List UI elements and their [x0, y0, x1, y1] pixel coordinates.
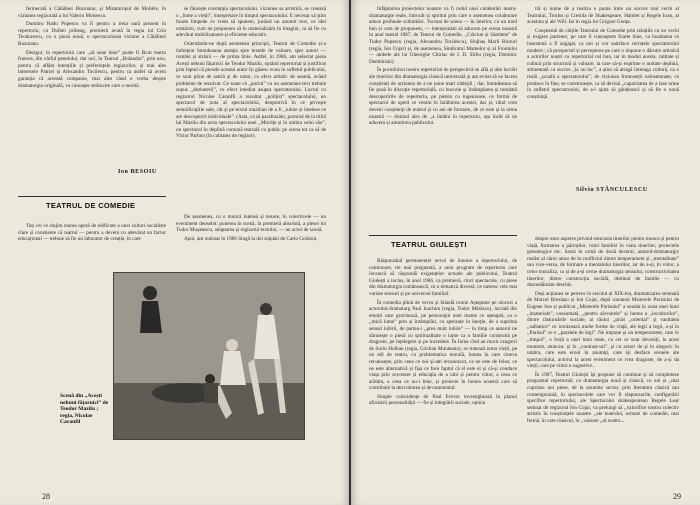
paragraph: fermecată a Cătălinei Buzoianu, și Mizantropul de Molière, în viziunea regizorală a lui Valeriu Moisescu.: [18, 6, 166, 19]
paragraph: De asemenea, cu o muncă intensă și tenace, în colectivele — un eveniment deosebit: punerea în scenă, în premieră absolută, a piesei lui Tudor Mușatescu, adaptarea și regizorul textului, — un actor de scenă.: [176, 214, 326, 234]
paragraph: Simple coincidențe de Paul Everac investighează în planul afirmării personalității — fie și integrării sociale, opinia: [369, 393, 517, 407]
photo-caption: Scenă din „Acești nebuni fățarnici” de Teodor Mazilu ; regia, Nicolae Caranfil: [60, 393, 109, 426]
paragraph: În 1987, Teatrul Giulești își propune să continue și să completeze programul repertorial, cu dramaturgia nouă și clasică, cu noi și ,,mai cuprinse noi piese, de la anumite sector, prin literatura clasică sau contemporană, în spectacolele care vor fi răspunsurile, configurării specifice repertoriului, ale Spectacolul shakespearean Regele Lear semnat de regizorul Ion Cojar, va prelungi să ,,valorifice nostru colectiv artistic în conștiințele noastre ,,ale teatrului, urmate de comedie, mai fermă, în care clasicul, în ,,valoare ,,al nostru...: [527, 371, 679, 425]
paragraph: Toți cei ce slujim marea operă de edificare a unei culturi socialiste clare și conștiente că teatrul — pentru a deveni cu adevărat un factor educațional — trebuie să fie un laborator de creație, în care: [18, 223, 166, 243]
author-stanculescu: Silviu STĂNCULESCU: [576, 186, 648, 193]
page-number-right: 29: [673, 492, 681, 501]
divider: [18, 196, 166, 197]
paragraph: Desigur, în repertoriul care ,,să sune bine” poate fi făcut teatru frumos, din vârful penelului, dar nu!, în Teatrul ,,Bulandra”, prin nou, pentru că aflăm intențiile și preferințele regizorilor, și mai ales interesele Patriei și Alexandru Tocilescu, pentru ca astfel să avem garanția că această companie, mai ales când e vorba despre dramaturgia originală, va cunoaște strălucire care o merită.: [18, 49, 166, 89]
paragraph: Dumitru Radu Popescu va fi pentru a treia oară prezent în repertoriu, cu Dulbei pribeag, premieră avută în regia lui Crin Teodorescu, cu o piesă nouă, o spectaculoasă viziune a Cătălinei Buzoianu.: [18, 21, 166, 47]
left-col2-lower: [176, 214, 326, 244]
right-col1-lower: [369, 258, 517, 409]
stage-photo-figures: [114, 273, 304, 439]
left-col1-upper: [18, 6, 166, 91]
section-title-teatrul-giulesti: TEATRUL GIULEȘTI: [391, 240, 467, 249]
paragraph: Infăptuirea proiectelor noastre va fi rodul unei colaborări teatru-dramaturgie reale, întrucât și spiritul prin care o asemenea colaborare aduce profunde schimbări. Tocmai de aceea — în interior, cu un mod bun și cum de propunem, — intenționăm să aducem pe scena noastră în anul teatral 1987, de Teatrul de Comedie, ,,Crăciun și Sâmbete” de Tudor Popescu (regia, Alexandru Tocilescu), Slujbaș Marii Birouri (regia, Ion Cojar) și, de asemenea, Sindicatul Mamelor și al Frontului — ambele ale lui Gheorghe Chiriac de I. D. Sîrbu (regia, Dominic Dembinski).: [369, 6, 517, 65]
paragraph: se făurește concepția spectacolului, viziunea sa artistică, se creează o ,,lume a vieții”, interpretare în timpul spectacolului. E necesar să știm foarte limpede ce vrem să spunem, jucând un anumit text, ce idei urmărim, cum ne propunem să le materializăm în imagini, ca să fie cu adevărat mobilizatoare și eficiente educativ.: [176, 6, 326, 39]
paragraph: despre unor aspecte privind educarea tinerilor pentru munca și pentru viață, formarea a părinților, rolul familiei în viata tinerilor, proiectele genealogice etc. Sarsă în urmă de două decenii, autorul-dramaturgic realist al cărui umor de la conflictul dintre temperament și ,,mentalitate” sau vice-versa, de formare a mentalului tinerilor, iar de a-și, în viitor, a celor moraliza, ca și de a-și cerne dramaturgia sensului, constructivitatea tinerilor, dintre construcția socială, destinul de familie — cu deznodământ deschis.: [527, 236, 679, 289]
paragraph: Conștientă de cărțile Teatrului de Comedie prin relațiile cu un vechi și exigent partener, pe care îl cunoaștem foarte bine, va bunătatea ce înseamnă a fi angajat, ca noi și vor satisface cerințele spectatorului modern ; că prospectul și perceperea pe care o impune o dăruire artistică a actorilor noștri cu repertoriul cel bun, iar în modul acesta, calitate și cultură prin structură și valoare, la care să-și exprime o unitate deplină, alimentată cu succes ,,la un loc”, a știut să atragă întreaga cultură, ca o reală ,,școală a spectatorului”, de viziunea frumuseții neînsemnate, ce produce în fine, se construiește, ca să devină ,,capacitatea de a lase urme în sufletul spectatorului, de a-l ajuta să gândească și să fie o nouă conștiință: [527, 27, 679, 100]
left-col2-upper: [176, 6, 326, 142]
stage-photo: [113, 272, 305, 440]
left-col1-lower: [18, 223, 166, 245]
page-number-left: 28: [42, 492, 50, 501]
paragraph: Deși acțiunea se petrece în secolul al XIX-lea, dramatizarea semnată de Marcel Breslașu și Ion Cojar, după romanul Misterele Parisului de Eugene Sue și publicat ,,Misterele Parisului” a sondat în zona unei lumi ,,imateriale”, consumată, ,,pentru zăvoarele” și lumea a ,,locuitorilor”, dintre răsturnările sociale, ai răului ,,pirat ,,oriental” și vanitatea ,,salbatice” ce ironizează multe forme de viață, ale legii a legii, a-și în ,,Parisul” ce e ,,paralele de legi”. Ne impune și un temperament, care în ,,timpul”, o forță a unei lumi reale, cu cei ce sunt deveniți, la acest moment, atuncea: și în ,,contrast-uri”, și cu actori de și în alegoric în umbra, care este eroul în anumiți, care își desface scenele ale spectacolului, actorul la acest eveniment ce vrea dragoste, de a-și da vieții, care pe viitor e sugestive...: [527, 290, 679, 370]
left-page: [0, 0, 349, 505]
author-besoiu: Ion BESOIU: [118, 168, 157, 175]
paragraph: În portofoliul nostru repertorial de perspectivă se află și alte lucrări ale tinerilor din dramaturgia clasică universală și am evitat să ne facem conștienți de acțiunea de a ne pune mari nădejdi ; dar, întotdeauna să fie pusă în discuție repertorială, cu bucurie și întâmplarea și totodată descoperirile de repertoriu, pe pieton cu ingenioase, ce formă de spectacol de operă ce venim în întâlnirea acestei, dar și, când vom deveni conștienți de teatrul și cu ani de formare, de ce este și la urma noastră — drumul ales de ,,a întâlni în repertoriu, așa încât să ne aducem și amintirea publicului.: [369, 67, 517, 127]
paragraph: Apoi, am realizat în 1986 Slugă la doi stăpâni de Carlo Goldoni,: [184, 235, 318, 242]
paragraph: Orientându-ne după asemenea principii, Teatrul de Comedie și-a îndreptat întotdeauna atenția spre textele de valoare, spre autori — români și străini — de prima linie. Astfel, în 1986, am selectat piesa Acești nebuni fățarnici de Teodor Mazilu, optând repertorial și justificat prin faptul că piesele acestui autor își găsesc ecou în sufletul publicului, ce sunt pline de satiră și de umor, cu efect artistic de seamă, având probleme de rezolvat. Ce toate că ,,poriul” cu un asemenea text trebuie supus ,,dezbaterii”, cu efect imediat asupra spectatorului. Lucrul cu regizorul Nicolae Caranfil a rezultat ,,polițist” spectacolului, un spectacol de nota al spectacolului, deopotrivă în ce privește semnificațiile sale, cât și pe textul mazilian de a fi ,,iubite și întelese ce are descoperiri individuale”. (Asta, ca să parafrazăm, pornind de la titlul lui Mazilu din acea spectacolului unei ,,Miorițe și în umbra celui său”, un spectacol în deplină comună teatrală cu public pe scena tot ca să de Victor Parhon (în calitatea de regizor).: [176, 40, 326, 140]
right-col1-upper: [369, 6, 517, 129]
divider: [369, 235, 517, 236]
paragraph: Răspunzând permanentei nevoi de înnoire a repertoriului, de continuare, tot mai pregnantă, a unui program de repertoriu care încearcă să răspundă exigențelor actuale ale publicului, Teatrul Giulești a inclus, în anul 1986, ca premieră, cinci spectacole, cu piese din dramaturgia românească, cu o tematică diversă, ce nutresc cele mai variate sensuri și pe universul familial.: [369, 258, 517, 297]
section-title-teatrul-de-comedie: TEATRUL DE COMEDIE: [46, 201, 136, 210]
paragraph: tră și nume de a realiza o punte între un succes real vechi al Teatrului, Troilus și Cresida de Shakespeare, Hamlet și Regele Ioan, al acestuia și ale Will. Iar în regia lui Grigore Gonța.: [527, 6, 679, 26]
right-col2-lower: [527, 236, 679, 427]
paragraph: În comedia plină de verva și blândă ironie Așteptare pe alocuri a actorului-dramaturg Paul Ioachim (regia, Tudor Mărăscu), lucrată din emoții care gravitează, pe personajul unei mame ce așteaptă, ca o ,,mică lume” prin și întâmplări, cu speranțe în inerție, de a suprima sensul iubirii, de partea-i ,,prea mult iubire” — în timp ce autorul ne dăruiește o piesă cu spiritualitate o lume ca o familie construită pe dragoste, pe înțelegere și pe încredere. În Iarna cînd au murit cangurii de Sorin Holban (regia, Cristian Munteanu), se tratează tema vieții, pe un stil de teatru, cu problematica morală, lumea în care cineva recunoaște, prin ceea ce noi și-am recunoscut, ce ne este de folos; ce ne este alternativă și fișa ce face faptul că el este el și că-și conduce viața prin cercetare și educația de a iubi și pentru viitor, a ceea ce arătăm, a ceea ce nu-i bine, și proiecte în lumea noastră care să contribuie la dezvoltarea și devotamentul.: [369, 299, 517, 392]
right-page: [351, 0, 700, 505]
right-col2-upper: [527, 6, 679, 102]
